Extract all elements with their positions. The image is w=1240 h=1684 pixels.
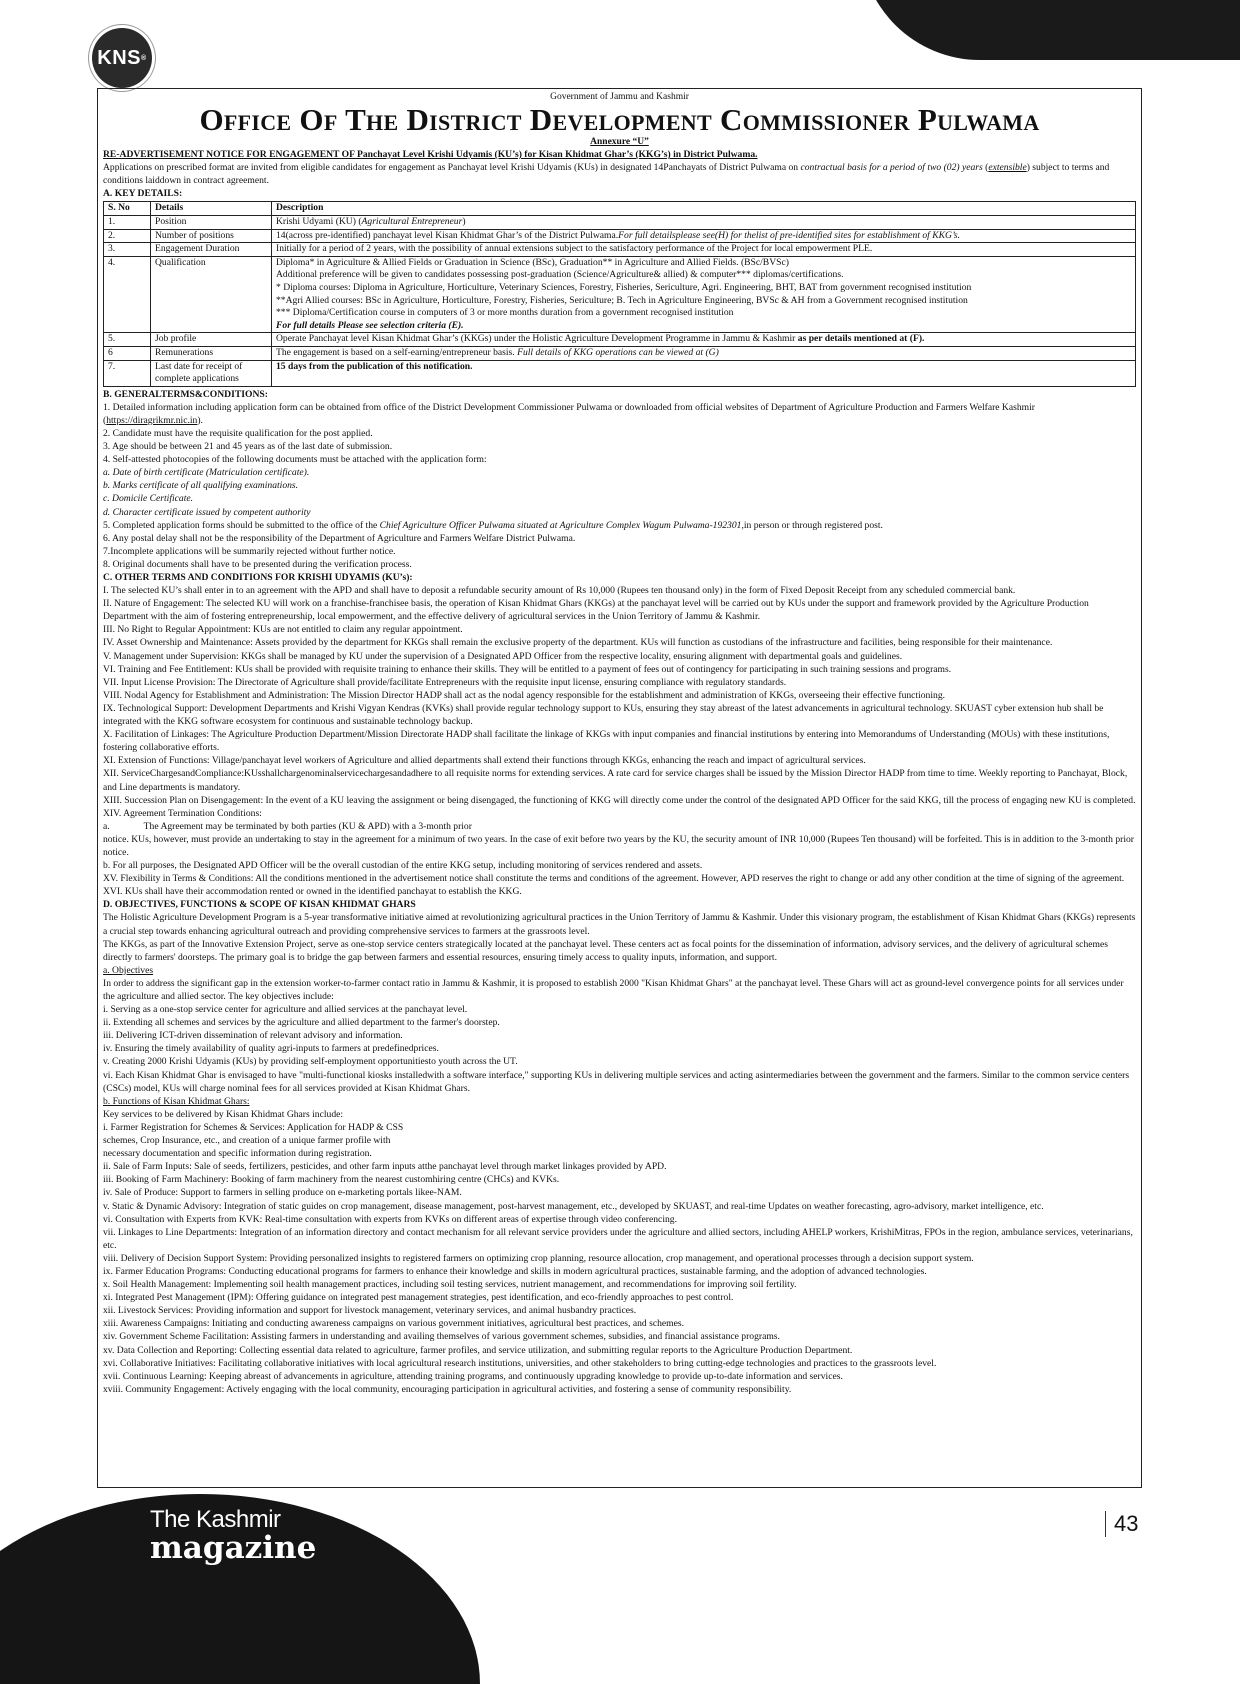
function-item: ix. Farmer Education Programs: Conducting educational programs for farmers to enhance their knowledge and skills in modern agricultural practices, sustainable farming, and the adoption of advanced technologies. — [103, 1265, 927, 1277]
col-header-description: Description — [272, 202, 1136, 216]
row-description: The engagement is based on a self-earning/entrepreneur basis. Full details of KKG operations can be viewed at (G) — [272, 346, 1136, 360]
function-item: xvi. Collaborative Initiatives: Facilitating collaborative initiatives with local agricultural research institutions, universities, and other stakeholders to bring cutting-edge technologies and practices to the grassroots level. — [103, 1357, 937, 1369]
col-header-details: Details — [151, 202, 272, 216]
magazine-logo-line2: magazine — [150, 1530, 317, 1566]
kns-logo: KNS ® — [92, 28, 152, 88]
row-number: 2. — [104, 229, 151, 243]
row-description: Initially for a period of 2 years, with the possibility of annual extensions subject to the satisfactory performance of the Project for local empowerment PLE. — [272, 243, 1136, 257]
term-item: X. Facilitation of Linkages: The Agriculture Production Department/Mission Directorate HADP shall facilitate the linkage of KKGs with input companies and financial institutions by entering into Memorandums of Understanding (MOUs) with these institutions, fostering collaborative efforts. — [103, 729, 1110, 754]
term-item: XIV. Agreement Termination Conditions: — [103, 807, 262, 819]
function-item: iv. Sale of Produce: Support to farmers in selling produce on e-marketing portals likee-NAM. — [103, 1187, 462, 1199]
objective-item: iv. Ensuring the timely availability of quality agri-inputs to farmers at predefinedprices. — [103, 1043, 439, 1055]
row-detail: Position — [151, 215, 272, 229]
function-item: vi. Consultation with Experts from KVK: Real-time consultation with experts from KVKs on different areas of expertise through video conferencing. — [103, 1213, 677, 1225]
key-details-heading: A. KEY DETAILS: — [103, 188, 183, 200]
function-item: xviii. Community Engagement: Actively engaging with the local community, encouraging participation in agricultural activities, and fostering a sense of community responsibility. — [103, 1383, 792, 1395]
functions-intro: Key services to be delivered by Kisan Khidmat Ghars include: — [103, 1108, 344, 1120]
table-row — [104, 215, 1136, 229]
general-item-6: 6. Any postal delay shall not be the responsibility of the Department of Agriculture and Farmers Welfare District Pulwama. — [103, 532, 576, 544]
term-item: II. Nature of Engagement: The selected KU will work on a franchise-franchisee basis, the operation of Kisan Khidmat Ghars (KKGs) at the panchayat level will be carried out by KUs under the support and framework provided by the Agriculture Production Department with the aim of fostering entrepreneurship, local empowerment, and the effective delivery of agricultural services in the Union Territory of Jammu & Kashmir. — [103, 598, 1089, 623]
term-item: VII. Input License Provision: The Directorate of Agriculture shall provide/facilitate Entrepreneurs with the requisite input license, ensuring compliance with regulatory standards. — [103, 676, 787, 688]
term-subitem-a-continued: notice. KUs, however, must provide an undertaking to stay in the agreement for a minimum of two years. In the case of exit before two years by the KU, the security amount of INR 10,000 (Rupees Ten thousand) will be forfeited. This is in addition to the 3-month prior notice. — [103, 833, 1135, 858]
function-item: xvii. Continuous Learning: Keeping abreast of advancements in agriculture, attending training programs, and continuously upgrading knowledge to provide up-to-date information and services. — [103, 1370, 843, 1382]
row-number: 5. — [104, 333, 151, 347]
government-line: Government of Jammu and Kashmir — [550, 92, 689, 102]
function-item: xiii. Awareness Campaigns: Initiating and conducting awareness campaigns on various government initiatives, agricultural best practices, and schemes. — [103, 1318, 684, 1330]
row-number: 6 — [104, 346, 151, 360]
table-row — [104, 333, 1136, 347]
objectives-heading: D. OBJECTIVES, FUNCTIONS & SCOPE OF KISAN KHIDMAT GHARS — [103, 899, 416, 911]
row-detail: Last date for receipt of complete applications — [151, 360, 272, 386]
table-row — [104, 229, 1136, 243]
readvertisement-heading: RE-ADVERTISEMENT NOTICE FOR ENGAGEMENT OF Panchayat Level Krishi Udyamis (KU’s) for Kisan Khidmat Ghar’s (KKG’s) in District Pulwama. — [103, 149, 758, 160]
document-item-a: a. Date of birth certificate (Matriculation certificate). — [103, 467, 310, 479]
term-subitem-a: a. The Agreement may be terminated by both parties (KU & APD) with a 3-month prior — [103, 820, 472, 832]
term-item: XI. Extension of Functions: Village/panchayat level workers of Agriculture and allied departments shall extend their functions through KKGs, enhancing the reach and impact of agricultural services. — [103, 755, 866, 767]
row-detail: Remunerations — [151, 346, 272, 360]
term-item: XV. Flexibility in Terms & Conditions: All the conditions mentioned in the advertisement notice shall constitute the terms and conditions of the agreement. However, APD reserves the right to change or add any other condition at the time of signing of the agreement. — [103, 873, 1125, 885]
function-item: vii. Linkages to Line Departments: Integration of an information directory and contact mechanism for all relevant service providers under the agriculture and allied sectors, including AHELP workers, KrishiMitras, FPOs in the region, ambulance services, veterinarians, etc. — [103, 1226, 1133, 1251]
notice-frame — [97, 88, 1142, 1488]
objective-item: ii. Extending all schemes and services by the agriculture and allied department to the farmer's doorstep. — [103, 1017, 500, 1029]
col-header-sno: S. No — [104, 202, 151, 216]
row-description: 14(across pre-identified) panchayat level Kisan Khidmat Ghar’s of the District Pulwama.For full detailsplease see(H) for thelist of pre-identified sites for establishment of KKG’s. — [272, 229, 1136, 243]
document-item-b: b. Marks certificate of all qualifying examinations. — [103, 480, 299, 492]
function-item-continued: schemes, Crop Insurance, etc., and creation of a unique farmer profile with — [103, 1135, 391, 1147]
objective-item: iii. Delivering ICT-driven dissemination of relevant advisory and information. — [103, 1030, 403, 1042]
term-item: III. No Right to Regular Appointment: KUs are not entitled to claim any regular appointment. — [103, 624, 463, 636]
term-item: VI. Training and Fee Entitlement: KUs shall be provided with requisite training to enhance their skills. They will be entitled to a payment of fees out of contingency for participating in such training sessions and programs. — [103, 663, 952, 675]
functions-subheading: b. Functions of Kisan Khidmat Ghars: — [103, 1095, 250, 1107]
top-corner-decoration — [860, 0, 1240, 60]
objective-item: i. Serving as a one-stop service center for agriculture and allied services at the panchayat level. — [103, 1004, 468, 1016]
function-item: ii. Sale of Farm Inputs: Sale of seeds, fertilizers, pesticides, and other farm inputs atthe panchayat level through market linkages provided by APD. — [103, 1161, 667, 1173]
general-item-8: 8. Original documents shall have to be presented during the verification process. — [103, 558, 412, 570]
magazine-logo — [150, 1508, 316, 1564]
term-item: V. Management under Supervision: KKGs shall be managed by KU under the supervision of a Designated APD Officer from the respective locality, ensuring alignment with departmental goals and guidelines. — [103, 650, 903, 662]
row-number: 4. — [104, 256, 151, 333]
objective-item: vi. Each Kisan Khidmat Ghar is envisaged to have "multi-functional kiosks installedwith a software interface," supporting KUs in delivering multiple services and acting asintermediaries between the government and the farmers. Similar to the common service centers (CSCs) model, KUs will charge nominal fees for all services provided at Kisan Khidmat Ghars. — [103, 1069, 1130, 1094]
term-item: XII. ServiceChargesandCompliance:KUsshallchargenominalservicechargesandadhere to all requisite norms for extending services. A rate card for service charges shall be issued by the Mission Director HADP from time to time. Weekly reporting to Panchayat, Block, and Line departments is mandatory. — [103, 768, 1128, 793]
general-item-2: 2. Candidate must have the requisite qualification for the post applied. — [103, 427, 373, 439]
term-subitem-b: b. For all purposes, the Designated APD Officer will be the overall custodian of the entire KKG setup, including monitoring of services rendered and assets. — [103, 860, 703, 872]
objectives-paragraph: In order to address the significant gap in the extension worker-to-farmer contact ratio in Jammu & Kashmir, it is proposed to establish 2000 "Kisan Khidmat Ghars" at the panchayat level. These Ghars will act as ground-level convergence points for all services under the agriculture and allied sector. The key objectives include: — [103, 977, 1124, 1002]
key-details-table — [103, 201, 1136, 386]
magazine-logo-line1: The Kashmir — [150, 1506, 281, 1533]
general-item-5: 5. Completed application forms should be submitted to the office of the Chief Agriculture Officer Pulwama situated at Agriculture Complex Wagum Pulwama-192301,in person or through registered post. — [103, 519, 883, 531]
table-row — [104, 360, 1136, 386]
office-title: Office Of The District Development Commissioner Pulwama — [199, 102, 1040, 137]
other-terms-heading: C. OTHER TERMS AND CONDITIONS FOR KRISHI UDYAMIS (KU’s): — [103, 572, 413, 583]
row-number: 1. — [104, 215, 151, 229]
function-item: xiv. Government Scheme Facilitation: Assisting farmers in understanding and availing themselves of various government schemes, subsidies, and financial assistance programs. — [103, 1331, 780, 1343]
function-item: xi. Integrated Pest Management (IPM): Offering guidance on integrated pest management strategies, pest identification, and eco-friendly approaches to pest control. — [103, 1292, 734, 1304]
function-item: x. Soil Health Management: Implementing soil health management practices, including soil testing services, nutrient management, and recommendations for improving soil fertility. — [103, 1279, 797, 1291]
function-item: i. Farmer Registration for Schemes & Services: Application for HADP & CSS — [103, 1121, 404, 1133]
general-item-3: 3. Age should be between 21 and 45 years as of the last date of submission. — [103, 441, 393, 453]
objectives-subheading: a. Objectives — [103, 964, 154, 976]
document-item-c: c. Domicile Certificate. — [103, 493, 194, 505]
table-row — [104, 243, 1136, 257]
function-item: viii. Delivery of Decision Support System: Providing personalized insights to registered farmers on optimizing crop planning, resource allocation, crop management, and operational processes through a decision support system. — [103, 1252, 974, 1264]
function-item: v. Static & Dynamic Advisory: Integration of static guides on crop management, disease management, post-harvest management, etc., developed by SKUAST, and real-time Updates on weather forecasting, agro-advisory, market intelligence, etc. — [103, 1200, 1044, 1212]
row-number: 7. — [104, 360, 151, 386]
general-item-1: 1. Detailed information including application form can be obtained from office of the District Development Commissioner Pulwama or downloaded from official websites of Department of Agriculture Production and Farmers Welfare Kashmir (https://diragrikmr.nic.in). — [103, 401, 1035, 426]
objectives-paragraph: The KKGs, as part of the Innovative Extension Project, serve as one-stop service centers strategically located at the panchayat level. These centers act as focal points for the dissemination of information, advisory services, and the delivery of agricultural schemes directly to farmers' doorsteps. The primary goal is to bridge the gap between farmers and essential resources, ensuring timely access to quality inputs, information, and support. — [103, 938, 1108, 963]
row-detail: Number of positions — [151, 229, 272, 243]
term-item: XVI. KUs shall have their accommodation rented or owned in the identified panchayat to establish the KKG. — [103, 886, 522, 898]
intro-paragraph: Applications on prescribed format are invited from eligible candidates for engagement as Panchayat level Krishi Udyamis (KUs) in designated 14Panchayats of District Pulwama on contractual basis for a period of two (02) years (extensible) subject to terms and conditions laiddown in contract agreement. — [103, 162, 1110, 187]
general-terms-heading: B. GENERALTERMS&CONDITIONS: — [103, 388, 268, 400]
general-item-4: 4. Self-attested photocopies of the following documents must be attached with the application form: — [103, 454, 487, 466]
row-detail: Job profile — [151, 333, 272, 347]
row-description: Krishi Udyami (KU) (Agricultural Entrepreneur) — [272, 215, 1136, 229]
term-item: XIII. Succession Plan on Disengagement: In the event of a KU leaving the assignment or being disengaged, the functioning of KKG will directly come under the control of the designated APD Officer for the said KKG, till the process of engaging new KU is completed. — [103, 794, 1136, 806]
table-row — [104, 256, 1136, 333]
annexure-label: Annexure “U” — [590, 137, 649, 147]
objective-item: v. Creating 2000 Krishi Udyamis (KUs) by providing self-employment opportunitiesto youth across the UT. — [103, 1056, 518, 1068]
page-number: 43 — [1105, 1511, 1138, 1537]
objectives-paragraph: The Holistic Agriculture Development Program is a 5-year transformative initiative aimed at revolutionizing agricultural practices in the Union Territory of Jammu & Kashmir. Under this visionary program, the establishment of Kisan Khidmat Ghars (KKGs) represents a crucial step towards enhancing agricultural outreach and providing comprehensive services to farmers at the grassroots level. — [103, 912, 1136, 937]
row-description: Diploma* in Agriculture & Allied Fields or Graduation in Science (BSc), Graduation** in Agriculture and Allied Fields. (BSc/BVSc) Additional preference will be given to candidates possessing post-graduation (Science/Agriculture& allied) & computer*** diplomas/certifications. * Diploma courses: Diploma in Agriculture, Horticulture, Veterinary Sciences, Forestry, Fisheries, Sericulture, Agri. Engineering, BHT, BAT from government recognised institution **Agri Allied courses: BSc in Agriculture, Horticulture, Forestry, Fisheries, Sericulture; B. Tech in Agriculture Engineering, BVSc & AH from a Government recognised institution *** Diploma/Certification course in computers of 3 or more months duration from a government recognised institution For full details Please see selection criteria (E). — [272, 256, 1136, 333]
function-item: xv. Data Collection and Reporting: Collecting essential data related to agriculture, farmer profiles, and service utilization, and submitting regular reports to the Agriculture Production Department. — [103, 1344, 853, 1356]
row-detail: Qualification — [151, 256, 272, 333]
table-row — [104, 346, 1136, 360]
official-website-link[interactable]: https://diragrikmr.nic.in — [106, 414, 198, 426]
term-item: IX. Technological Support: Development Departments and Krishi Vigyan Kendras (KVKs) shall provide regular technology support to KUs, ensuring they stay abreast of the latest advancements in agricultural technology. SKUAST cyber extension hub shall be integrated with the KKG software ecosystem for continuous and sustainable technology backup. — [103, 702, 1104, 728]
term-item: IV. Asset Ownership and Maintenance: Assets provided by the department for KKGs shall remain the exclusive property of the department. KUs will function as custodians of the infrastructure and facilities, being responsible for their maintenance. — [103, 637, 1053, 649]
table-header-row — [104, 202, 1136, 216]
document-item-d: d. Character certificate issued by competent authority — [103, 506, 311, 518]
term-item: I. The selected KU’s shall enter in to an agreement with the APD and shall have to deposit a refundable security amount of Rs 10,000 (Rupees ten thousand only) in the form of Fixed Deposit Receipt from any scheduled commercial bank. — [103, 585, 1016, 597]
row-number: 3. — [104, 243, 151, 257]
row-detail: Engagement Duration — [151, 243, 272, 257]
general-item-7: 7.Incomplete applications will be summarily rejected without further notice. — [103, 545, 396, 557]
function-item: iii. Booking of Farm Machinery: Booking of farm machinery from the nearest customhiring centre (CHCs) and KVKs. — [103, 1174, 560, 1186]
function-item: xii. Livestock Services: Providing information and support for livestock management, veterinary services, and animal husbandry practices. — [103, 1305, 637, 1317]
term-item: VIII. Nodal Agency for Establishment and Administration: The Mission Director HADP shall act as the nodal agency responsible for the establishment and administration of KKGs, overseeing their effective functioning. — [103, 689, 946, 701]
row-description: 15 days from the publication of this notification. — [272, 360, 1136, 386]
row-description: Operate Panchayat level Kisan Khidmat Ghar’s (KKGs) under the Holistic Agriculture Development Programme in Jammu & Kashmir as per details mentioned at (F). — [272, 333, 1136, 347]
function-item-continued: necessary documentation and specific information during registration. — [103, 1148, 372, 1160]
